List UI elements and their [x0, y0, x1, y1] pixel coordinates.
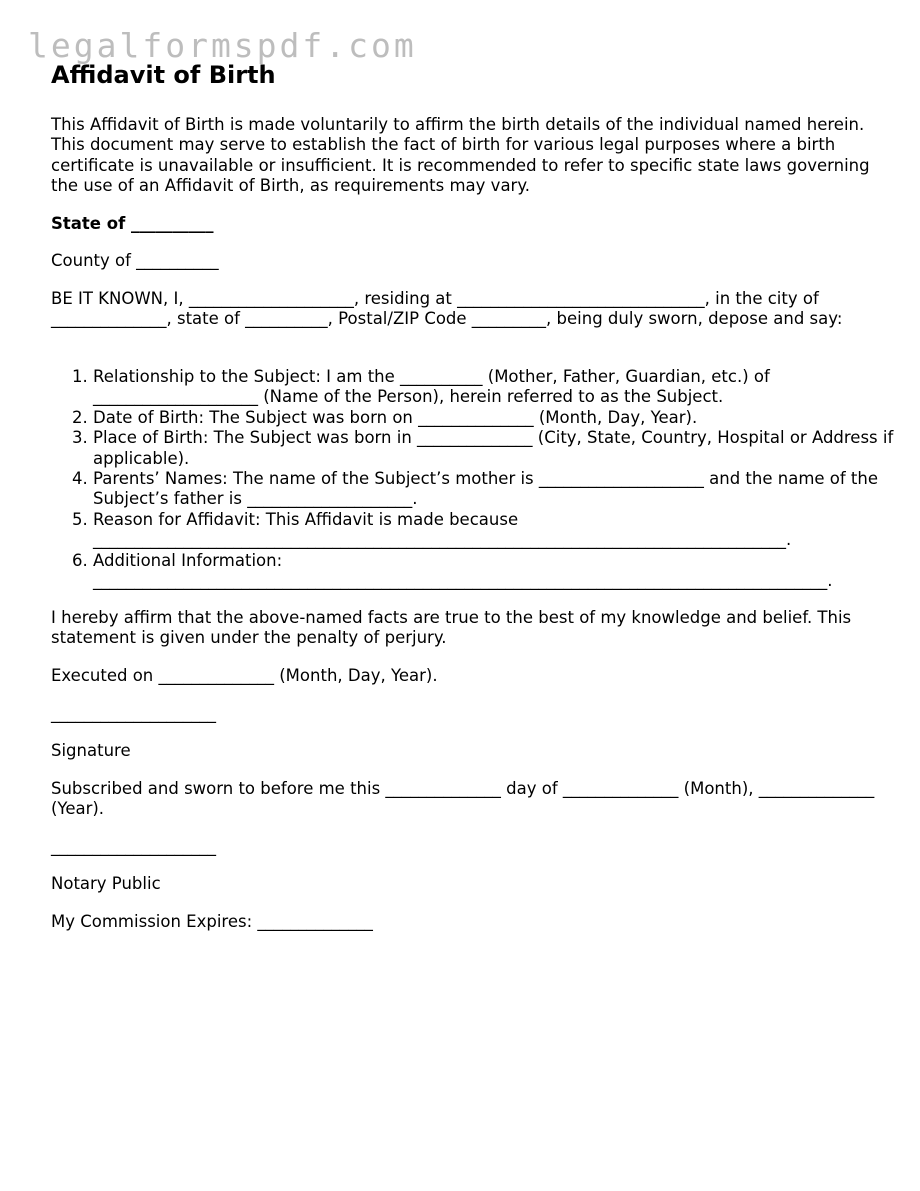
commission-expires-line: My Commission Expires: ______________ — [51, 912, 373, 931]
list-item: 6. Additional Information: _________________________________________________________________________________________. — [93, 551, 920, 592]
affirmation-paragraph: I hereby affirm that the above-named facts are true to the best of my knowledge and belief. This statement is given under the penalty of perjury. — [51, 608, 852, 648]
signature-label: Signature — [51, 741, 131, 760]
signature-line: ____________________ — [51, 704, 216, 723]
list-item: 5. Reason for Affidavit: This Affidavit is made because ____________________________________________________________________________________. — [93, 510, 920, 551]
list-item: 1. Relationship to the Subject: I am the __________ (Mother, Father, Guardian, etc.) of ____________________ (Name of the Person), herein referred to as the Subject. — [93, 367, 920, 408]
notary-label: Notary Public — [51, 874, 161, 893]
list-item: 3. Place of Birth: The Subject was born in ______________ (City, State, Country, Hospital or Address if applicable). — [93, 428, 920, 469]
list-item: 2. Date of Birth: The Subject was born on ______________ (Month, Day, Year). — [93, 408, 920, 428]
watermark-text: legalformspdf.com — [28, 26, 417, 65]
sworn-statement: Subscribed and sworn to before me this ______________ day of ______________ (Month), ______________ (Year). — [51, 779, 875, 819]
state-field-line: State of __________ — [51, 214, 214, 233]
executed-on-line: Executed on ______________ (Month, Day, Year). — [51, 666, 438, 685]
county-field-line: County of __________ — [51, 251, 219, 270]
be-it-known-paragraph: BE IT KNOWN, I, ____________________, residing at ______________________________, in the city of ______________, state of __________, Postal/ZIP Code _________, being duly sworn, depose and say: — [51, 289, 843, 329]
intro-paragraph: This Affidavit of Birth is made voluntarily to affirm the birth details of the individual named herein. This document may serve to establish the fact of birth for various legal purposes where a birth certificate is unavailable or insufficient. It is recommended to refer to specific state laws governing the use of an Affidavit of Birth, as requirements may vary. — [51, 115, 870, 196]
list-item: 4. Parents’ Names: The name of the Subject’s mother is ____________________ and the name of the Subject’s father is ____________________. — [93, 469, 920, 510]
notary-signature-line: ____________________ — [51, 837, 216, 856]
affidavit-items-list — [51, 367, 920, 591]
document-title: Affidavit of Birth — [51, 61, 276, 89]
